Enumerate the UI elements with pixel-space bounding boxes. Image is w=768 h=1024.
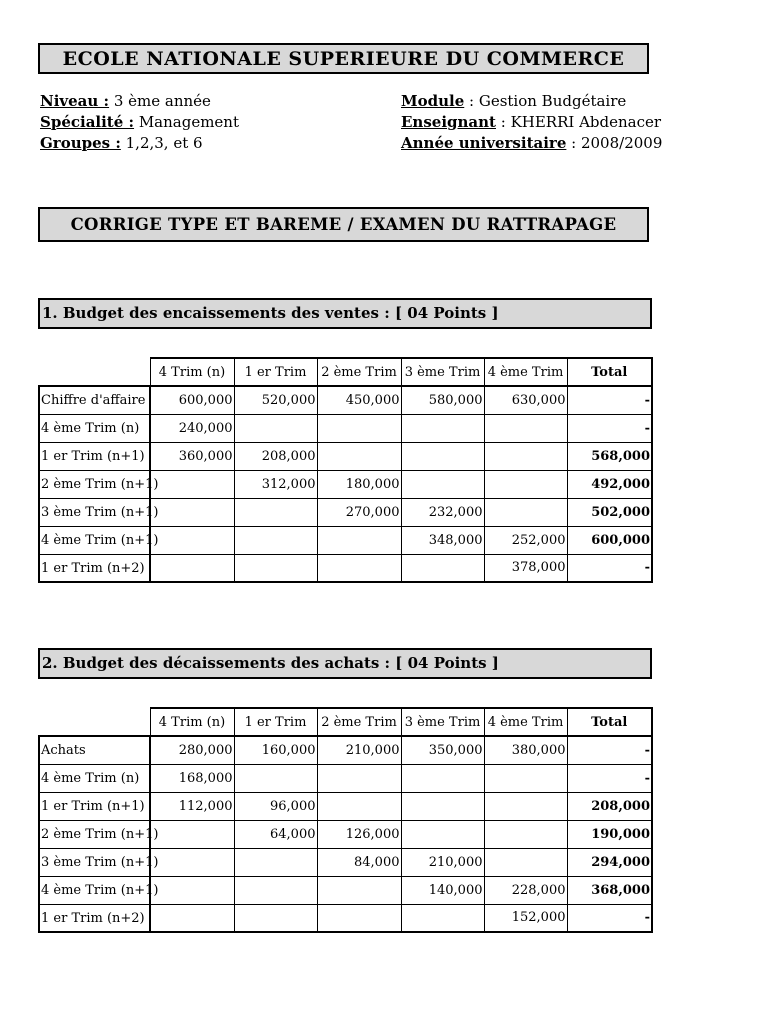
column-header: 4 Trim (n) <box>150 708 234 736</box>
table-row <box>39 498 652 526</box>
value-cell <box>150 904 234 932</box>
row-label: 1 er Trim (n+1) <box>41 798 145 814</box>
total-cell: 368,000 <box>567 876 652 904</box>
value-cell <box>401 414 484 442</box>
total-cell: 502,000 <box>567 498 652 526</box>
teacher-value: : KHERRI Abdenacer <box>495 113 662 131</box>
row-label: 3 ème Trim (n+1) <box>41 504 159 520</box>
value-cell: 84,000 <box>317 848 401 876</box>
total-cell: - <box>567 414 652 442</box>
table-row <box>39 876 652 904</box>
column-header: 2 ème Trim <box>317 358 401 386</box>
column-header: 4 ème Trim <box>484 708 567 736</box>
row-label-cell <box>39 414 150 442</box>
value-cell <box>150 470 234 498</box>
value-cell <box>150 498 234 526</box>
value-cell: 280,000 <box>150 736 234 764</box>
value-cell <box>401 764 484 792</box>
value-cell <box>150 848 234 876</box>
value-cell <box>317 554 401 582</box>
value-cell: 350,000 <box>401 736 484 764</box>
total-cell: - <box>567 386 652 414</box>
value-cell <box>484 848 567 876</box>
value-cell <box>401 470 484 498</box>
value-cell: 450,000 <box>317 386 401 414</box>
column-header: 4 Trim (n) <box>150 358 234 386</box>
table-row <box>39 736 652 764</box>
value-cell <box>484 792 567 820</box>
value-cell <box>150 820 234 848</box>
teacher-line <box>401 112 662 133</box>
value-cell: 210,000 <box>317 736 401 764</box>
total-cell: 294,000 <box>567 848 652 876</box>
value-cell <box>150 876 234 904</box>
value-cell <box>234 764 317 792</box>
row-label: 1 er Trim (n+2) <box>41 560 145 576</box>
total-cell: - <box>567 554 652 582</box>
value-cell: 168,000 <box>150 764 234 792</box>
value-cell: 378,000 <box>484 554 567 582</box>
specialty-value: Management <box>134 113 239 131</box>
level-value: 3 ème année <box>109 92 211 110</box>
table-row <box>39 414 652 442</box>
value-cell <box>401 820 484 848</box>
table-row <box>39 470 652 498</box>
module-line <box>401 91 650 112</box>
groups-line <box>40 133 239 154</box>
value-cell <box>234 848 317 876</box>
module-key: Module <box>401 92 465 110</box>
total-cell: 190,000 <box>567 820 652 848</box>
value-cell <box>317 792 401 820</box>
value-cell <box>150 554 234 582</box>
value-cell <box>401 442 484 470</box>
table-row <box>39 764 652 792</box>
total-cell: - <box>567 736 652 764</box>
total-cell: 492,000 <box>567 470 652 498</box>
row-label: Chiffre d'affaire <box>41 393 146 408</box>
value-cell <box>234 498 317 526</box>
value-cell <box>150 526 234 554</box>
specialty-key: Spécialité : <box>40 113 135 131</box>
table-header-row <box>39 708 652 736</box>
total-cell: 568,000 <box>567 442 652 470</box>
column-header: 1 er Trim <box>234 708 317 736</box>
value-cell <box>317 764 401 792</box>
column-header: 4 ème Trim <box>484 358 567 386</box>
row-label: 3 ème Trim (n+1) <box>41 854 159 870</box>
value-cell: 228,000 <box>484 876 567 904</box>
row-label: 4 ème Trim (n+1) <box>41 882 159 898</box>
total-cell: 600,000 <box>567 526 652 554</box>
value-cell <box>317 876 401 904</box>
value-cell <box>401 904 484 932</box>
value-cell: 112,000 <box>150 792 234 820</box>
total-cell: - <box>567 764 652 792</box>
value-cell: 152,000 <box>484 904 567 932</box>
table-row <box>39 904 652 932</box>
value-cell: 180,000 <box>317 470 401 498</box>
column-header: 2 ème Trim <box>317 708 401 736</box>
value-cell: 580,000 <box>401 386 484 414</box>
row-label-cell <box>39 554 150 582</box>
header-blank-cell <box>39 358 150 386</box>
total-cell: 208,000 <box>567 792 652 820</box>
value-cell <box>317 526 401 554</box>
row-label-cell <box>39 386 150 414</box>
row-label: 4 ème Trim (n+1) <box>41 532 159 548</box>
value-cell: 600,000 <box>150 386 234 414</box>
row-label-cell <box>39 876 159 904</box>
value-cell: 96,000 <box>234 792 317 820</box>
column-header: 1 er Trim <box>234 358 317 386</box>
year-key: Année universitaire <box>401 134 567 152</box>
header-blank-cell <box>39 708 150 736</box>
table-row <box>39 554 652 582</box>
course-info-left <box>40 91 239 154</box>
row-label: 4 ème Trim (n) <box>41 770 140 786</box>
table-row <box>39 526 652 554</box>
level-key: Niveau : <box>40 92 110 110</box>
purchase-payments-table <box>38 707 653 933</box>
specialty-line <box>40 112 239 133</box>
value-cell: 360,000 <box>150 442 234 470</box>
document-subtitle: CORRIGE TYPE ET BAREME / EXAMEN DU RATTRAPAGE <box>38 207 649 242</box>
value-cell <box>484 498 567 526</box>
column-header: 3 ème Trim <box>401 358 484 386</box>
value-cell <box>234 526 317 554</box>
table-row <box>39 848 652 876</box>
value-cell <box>484 820 567 848</box>
row-label: Achats <box>41 743 86 758</box>
value-cell <box>317 442 401 470</box>
row-label-cell <box>39 904 150 932</box>
section-2-title: 2. Budget des décaissements des achats : [ 04 Points ] <box>38 648 652 679</box>
row-label: 1 er Trim (n+1) <box>41 448 145 464</box>
total-cell: - <box>567 904 652 932</box>
value-cell <box>401 554 484 582</box>
row-label-cell <box>39 848 159 876</box>
row-label: 2 ème Trim (n+1) <box>41 826 159 842</box>
value-cell <box>317 904 401 932</box>
value-cell <box>484 470 567 498</box>
value-cell: 270,000 <box>317 498 401 526</box>
value-cell: 126,000 <box>317 820 401 848</box>
table-row <box>39 386 652 414</box>
value-cell: 252,000 <box>484 526 567 554</box>
row-label-cell <box>39 736 150 764</box>
row-label-cell <box>39 792 150 820</box>
value-cell <box>234 554 317 582</box>
year-value: : 2008/2009 <box>566 134 663 152</box>
column-header: 3 ème Trim <box>401 708 484 736</box>
value-cell: 630,000 <box>484 386 567 414</box>
row-label: 2 ème Trim (n+1) <box>41 476 159 492</box>
table-row <box>39 792 652 820</box>
row-label-cell <box>39 498 159 526</box>
row-label-cell <box>39 764 150 792</box>
row-label-cell <box>39 442 150 470</box>
value-cell <box>234 876 317 904</box>
level-line <box>40 91 239 112</box>
value-cell: 380,000 <box>484 736 567 764</box>
table-row <box>39 820 652 848</box>
value-cell: 240,000 <box>150 414 234 442</box>
school-title: ECOLE NATIONALE SUPERIEURE DU COMMERCE <box>38 43 649 74</box>
column-header: Total <box>567 708 652 736</box>
value-cell: 160,000 <box>234 736 317 764</box>
teacher-key: Enseignant <box>401 113 496 131</box>
value-cell <box>317 414 401 442</box>
course-info-right <box>401 91 663 154</box>
value-cell: 140,000 <box>401 876 484 904</box>
row-label-cell <box>39 470 159 498</box>
row-label-cell <box>39 820 159 848</box>
sales-receipts-table <box>38 357 653 583</box>
value-cell <box>234 414 317 442</box>
value-cell: 312,000 <box>234 470 317 498</box>
value-cell: 208,000 <box>234 442 317 470</box>
value-cell: 348,000 <box>401 526 484 554</box>
table-row <box>39 442 652 470</box>
value-cell <box>484 764 567 792</box>
row-label-cell <box>39 526 159 554</box>
groups-key: Groupes : <box>40 134 121 152</box>
value-cell <box>401 792 484 820</box>
section-1-title: 1. Budget des encaissements des ventes : [ 04 Points ] <box>38 298 652 329</box>
value-cell <box>484 414 567 442</box>
value-cell: 64,000 <box>234 820 317 848</box>
value-cell: 210,000 <box>401 848 484 876</box>
row-label: 1 er Trim (n+2) <box>41 910 145 926</box>
value-cell <box>234 904 317 932</box>
value-cell <box>484 442 567 470</box>
groups-value: 1,2,3, et 6 <box>120 134 203 152</box>
value-cell: 232,000 <box>401 498 484 526</box>
table-header-row <box>39 358 652 386</box>
value-cell: 520,000 <box>234 386 317 414</box>
column-header: Total <box>567 358 652 386</box>
module-value: : Gestion Budgétaire <box>464 92 627 110</box>
year-line <box>401 133 663 154</box>
row-label: 4 ème Trim (n) <box>41 420 140 436</box>
